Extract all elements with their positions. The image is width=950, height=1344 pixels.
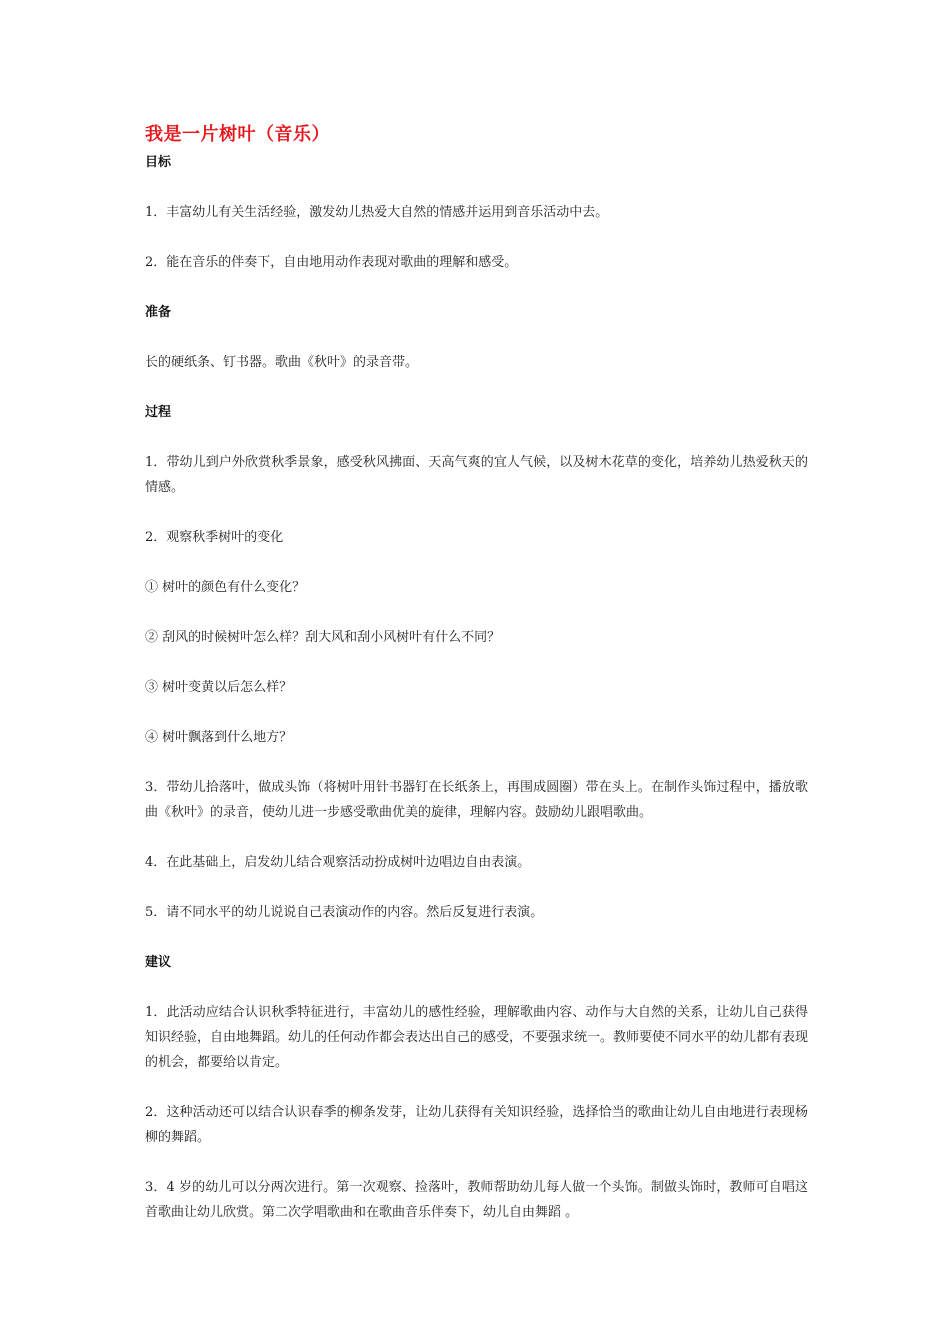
- prep-item-1: 长的硬纸条、钉书器。歌曲《秋叶》的录音带。: [145, 355, 419, 370]
- section-heading-process: 过程: [145, 405, 172, 420]
- advice-item-2: 2．这种活动还可以结合认识春季的柳条发芽，让幼儿获得有关知识经验，选择恰当的歌曲让幼儿自由地进行表现杨柳的舞蹈。: [145, 1105, 808, 1145]
- process-item-5: 5．请不同水平的幼儿说说自己表演动作的内容。然后反复进行表演。: [145, 905, 544, 920]
- process-item-1: 1．带幼儿到户外欣赏秋季景象，感受秋风拂面、天高气爽的宜人气候，以及树木花草的变化，培养幼儿热爱秋天的情感。: [145, 455, 808, 495]
- section-heading-goal: 目标: [145, 155, 172, 170]
- process-question-4: ④ 树叶飘落到什么地方？: [145, 730, 293, 745]
- process-question-2: ② 刮风的时候树叶怎么样？刮大风和刮小风树叶有什么不同？: [145, 630, 501, 645]
- goal-item-1: 1．丰富幼儿有关生活经验，激发幼儿热爱大自然的情感并运用到音乐活动中去。: [145, 205, 609, 220]
- process-item-2: 2．观察秋季树叶的变化: [145, 530, 284, 545]
- process-question-1: ① 树叶的颜色有什么变化？: [145, 580, 306, 595]
- document-title: 我是一片树叶（音乐）: [145, 124, 330, 145]
- advice-item-1: 1．此活动应结合认识秋季特征进行，丰富幼儿的感性经验，理解歌曲内容、动作与大自然的关系，让幼儿自己获得知识经验，自由地舞蹈。幼儿的任何动作都会表达出自己的感受，不要强求统一。教师要使不同水平的幼儿都有表现的机会，都要给以肯定。: [145, 1005, 809, 1070]
- process-question-3: ③ 树叶变黄以后怎么样？: [145, 680, 293, 695]
- process-item-4: 4．在此基础上，启发幼儿结合观察活动扮成树叶边唱边自由表演。: [145, 855, 531, 870]
- document-page: [145, 120, 808, 1225]
- goal-item-2: 2．能在音乐的伴奏下，自由地用动作表现对歌曲的理解和感受。: [145, 255, 518, 270]
- section-heading-advice: 建议: [145, 955, 172, 970]
- process-item-3: 3．带幼儿拾落叶，做成头饰（将树叶用针书器钉在长纸条上，再围成圆圈）带在头上。在制作头饰过程中，播放歌曲《秋叶》的录音，使幼儿进一步感受歌曲优美的旋律，理解内容。鼓励幼儿跟唱歌曲。: [145, 780, 808, 820]
- section-heading-prep: 准备: [145, 305, 172, 320]
- advice-item-3: 3．4 岁的幼儿可以分两次进行。第一次观察、捡落叶，教师帮助幼儿每人做一个头饰。制做头饰时，教师可自唱这首歌曲让幼儿欣赏。第二次学唱歌曲和在歌曲音乐伴奏下，幼儿自由舞蹈 。: [145, 1180, 808, 1220]
